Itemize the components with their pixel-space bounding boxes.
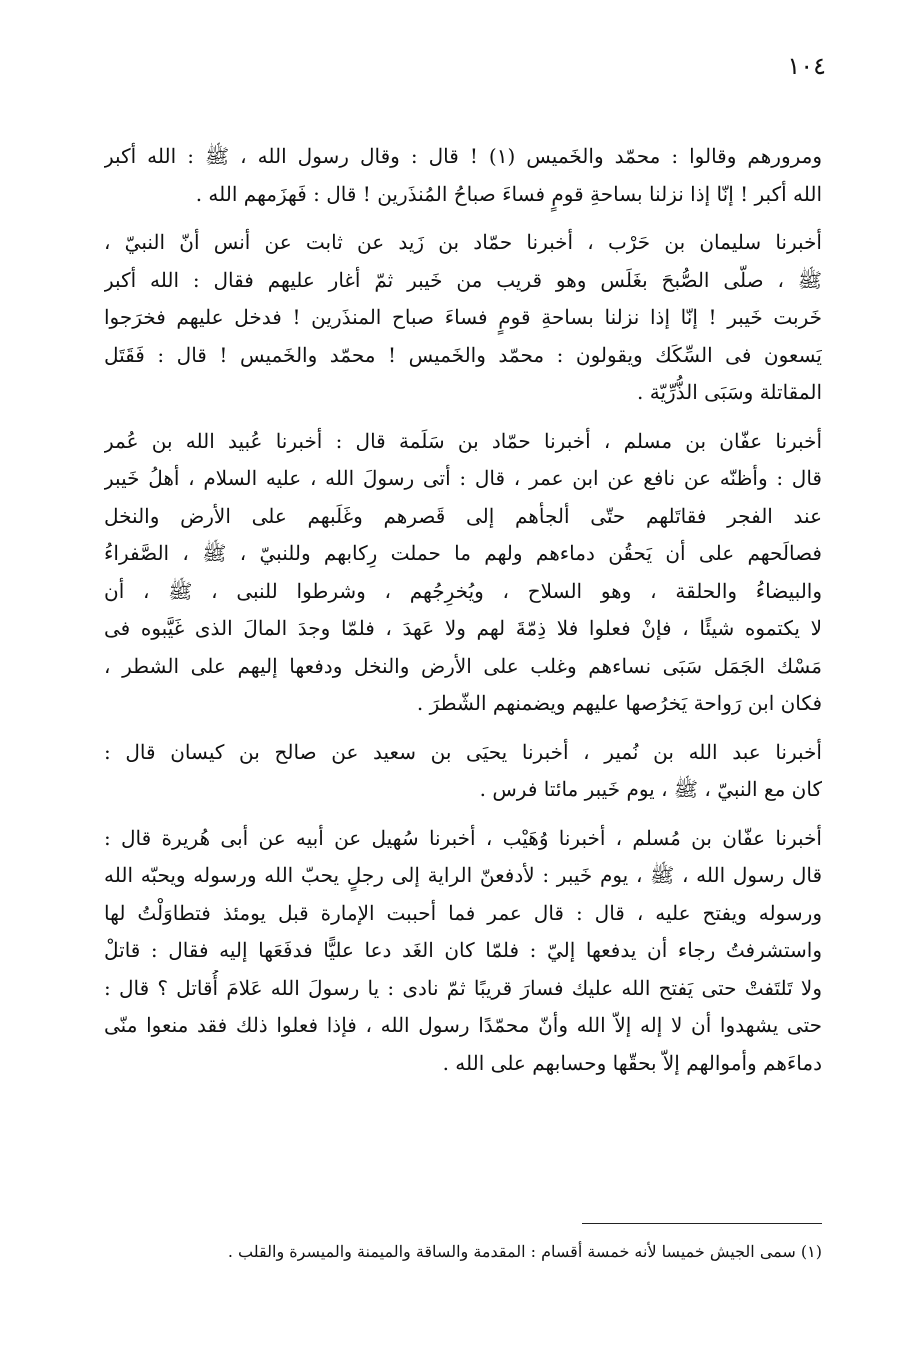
text-line: المقاتلة وسَبَى الذُّرِّيّة . (637, 380, 822, 404)
text-line: والبيضاءُ والحلقة ، وهو السلاح ، ويُخرِجُهم ، وشرطوا للنبى ، ﷺ ، أن (104, 578, 822, 603)
text-line: فكان ابن رَواحة يَخرُصها عليهم ويضمنهم الشّطرَ . (416, 691, 822, 715)
footnote-divider (582, 1223, 822, 1224)
text-line: قال رسول الله ، ﷺ ، يوم خَيبر : لأدفعنّ الراية إلى رجلٍ يحبّ الله ورسوله ويحبّه الله (104, 863, 822, 887)
text-line: عند الفجر فقاتَلهم حتّى ألجأهم إلى قَصرهم وغَلَبهم على الأرض والنخل (104, 503, 822, 528)
text-line: كان مع النبيّ ، ﷺ ، يوم خَيبر مائتا فرس . (479, 777, 822, 801)
text-line: لا يكتموه شيئًا ، فإنْ فعلوا فلا ذِمّةَ لهم ولا عَهدَ ، فلمّا وجدَ المالَ الذى غَيَّبوه فى (104, 616, 822, 640)
text-line: حتى يشهدوا أن لا إله إلاّ الله وأنّ محمّدًا رسول الله ، فإذا فعلوا ذلك فقد منعوا منّى (104, 1013, 822, 1037)
text-line: ومرورهم وقالوا : محمّد والخَميس (١) ! قال : وقال رسول الله ، ﷺ : الله أكبر (104, 144, 822, 168)
text-line: أخبرنا عبد الله بن نُمير ، أخبرنا يحيَى بن سعيد عن صالح بن كيسان قال : (104, 739, 822, 764)
text-line: أخبرنا سليمان بن حَرْب ، أخبرنا حمّاد بن زَيد عن ثابت عن أنس أنّ النبيّ ، (104, 230, 822, 254)
page-number: ١٠٤ (787, 52, 826, 80)
paragraph-3 (104, 423, 822, 723)
text-line: خَربت خَيبر ! إنّا إذا نزلنا بساحةِ قومٍ فساءَ صباح المنذَرين ! فدخل عليهم فخرَجوا (104, 305, 822, 329)
text-line: قال : وأظنّه عن نافع عن ابن عمر ، قال : أتى رسولَ الله ، عليه السلام ، أهلُ خَيبر (104, 466, 822, 490)
text-line: ولا تَلتَفتْ حتى يَفتح الله عليك فسارَ قريبًا ثمّ نادى : يا رسولَ الله عَلامَ أُقاتل ؟ قال : (104, 975, 822, 1000)
paragraph-1 (104, 138, 822, 213)
text-line: دماءَهم وأموالهم إلاّ بحقّها وحسابهم على الله . (442, 1050, 822, 1075)
text-line: ورسوله ويفتح عليه ، قال : قال عمر فما أحببت الإمارة قبل يومئذ فتطاوَلْتُ لها (104, 900, 822, 925)
text-line: أخبرنا عفّان بن مسلم ، أخبرنا حمّاد بن سَلَمة قال : أخبرنا عُبيد الله بن عُمر (104, 428, 822, 453)
paragraph-4 (104, 734, 822, 809)
text-line: مَسْك الجَمَل سَبَى نساءهم وغلب على الأرض والنخل ودفعها إليهم على الشطر ، (104, 653, 822, 678)
footnote: (١) سمى الجيش خميسا لأنه خمسة أقسام : المقدمة والساقة والميمنة والميسرة والقلب . (227, 1242, 822, 1261)
text-line: واستشرفتُ رجاء أن يدفعها إليّ : فلمّا كان الغَد دعا عليًّا فدفَعَها إليه فقال : قاتلْ (104, 938, 822, 962)
text-line: أخبرنا عفّان بن مُسلم ، أخبرنا وُهَيْب ، أخبرنا سُهيل عن أبيه عن أبى هُريرة قال : (104, 825, 822, 850)
text-line: ﷺ ، صلّى الصُّبحَ بغَلَس وهو قريب من خَيبر ثمّ أغار عليهم فقال : الله أكبر (104, 267, 822, 292)
paragraph-5 (104, 820, 822, 1083)
paragraph-2 (104, 224, 822, 412)
main-text (104, 138, 822, 1093)
text-line: فصالَحهم على أن يَحقُن دماءهم ولهم ما حملت رِكابهم وللنبيّ ، ﷺ ، الصَّفراءُ (104, 541, 822, 565)
text-line: يَسعون فى السِّكَك ويقولون : محمّد والخَميس ! محمّد والخَميس ! قال : فَقَتَل (104, 342, 822, 367)
text-line: الله أكبر ! إنّا إذا نزلنا بساحةِ قومٍ فساءَ صباحُ المُنذَرين ! قال : فَهزَمهم الله . (195, 181, 822, 206)
